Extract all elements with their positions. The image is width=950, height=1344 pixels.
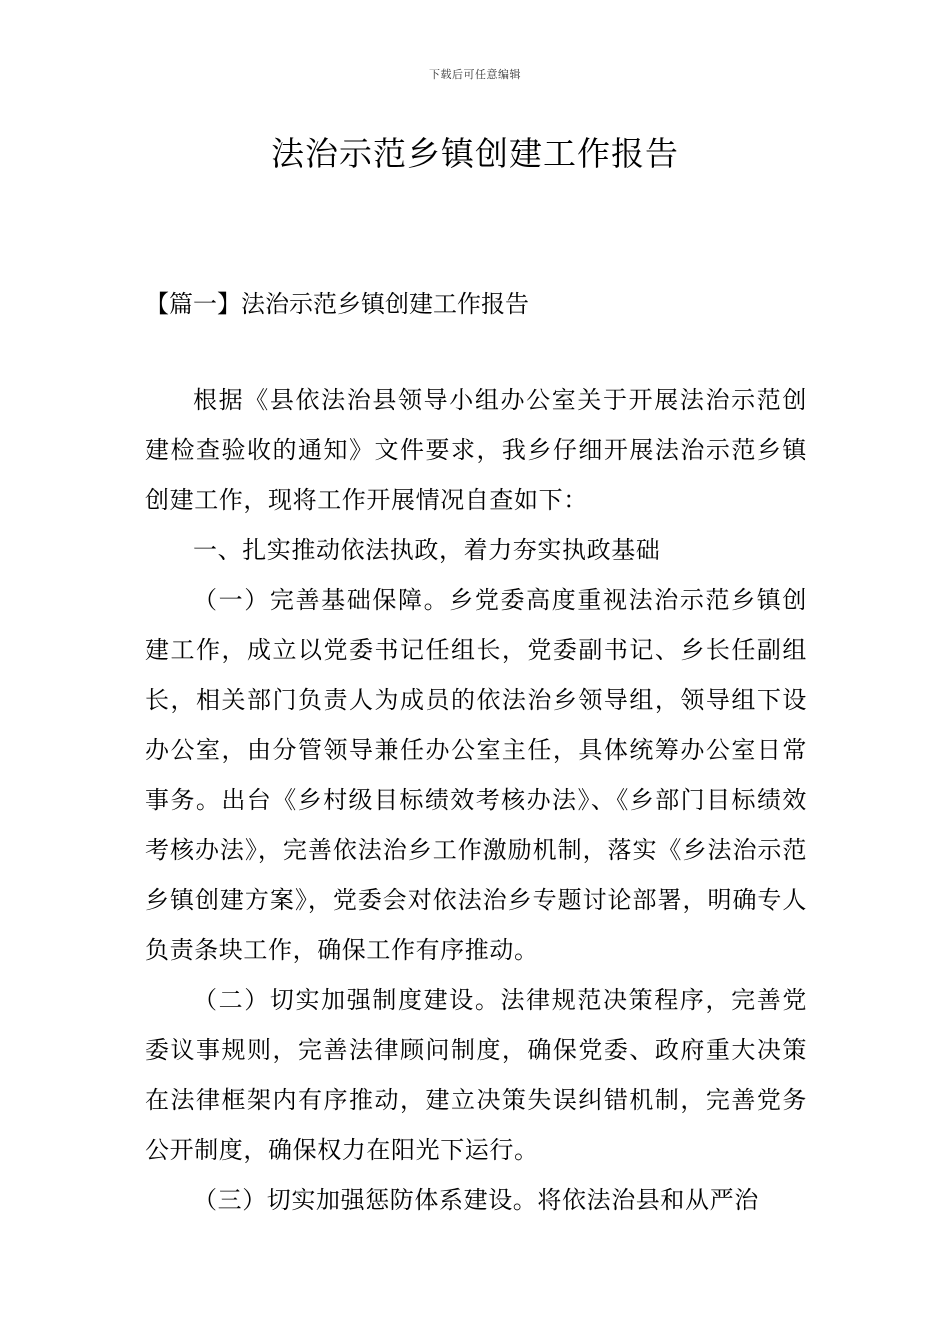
paragraph-item-3: （三）切实加强惩防体系建设。将依法治县和从严治 — [193, 1186, 759, 1214]
paragraph-intro: 根据《县依法治县领导小组办公室关于开展法治示范创建检查验收的通知》文件要求，我乡仔细开展法治示范乡镇创建工作，现将工作开展情况自查如下： — [145, 386, 807, 514]
body-text — [145, 375, 807, 1225]
document-title: 法治示范乡镇创建工作报告 — [271, 134, 679, 173]
subheading-one: 一、扎实推动依法执政，着力夯实执政基础 — [193, 536, 661, 564]
paragraph-item-2: （二）切实加强制度建设。法律规范决策程序，完善党委议事规则，完善法律顾问制度，确保党委、政府重大决策在法律框架内有序推动，建立决策失误纠错机制，完善党务公开制度，确保权力在阳光下运行。 — [145, 986, 807, 1164]
paragraph-item-1: （一）完善基础保障。乡党委高度重视法治示范乡镇创建工作，成立以党委书记任组长，党委副书记、乡长任副组长，相关部门负责人为成员的依法治乡领导组，领导组下设办公室，由分管领导兼任办公室主任，具体统筹办公室日常事务。出台《乡村级目标绩效考核办法》、《乡部门目标绩效考核办法》，完善依法治乡工作激励机制，落实《乡法治示范乡镇创建方案》，党委会对依法治乡专题讨论部署，明确专人负责条块工作，确保工作有序推动。 — [145, 586, 807, 964]
header-note: 下载后可任意编辑 — [429, 68, 521, 81]
section-heading: 【篇一】法治示范乡镇创建工作报告 — [145, 290, 529, 318]
